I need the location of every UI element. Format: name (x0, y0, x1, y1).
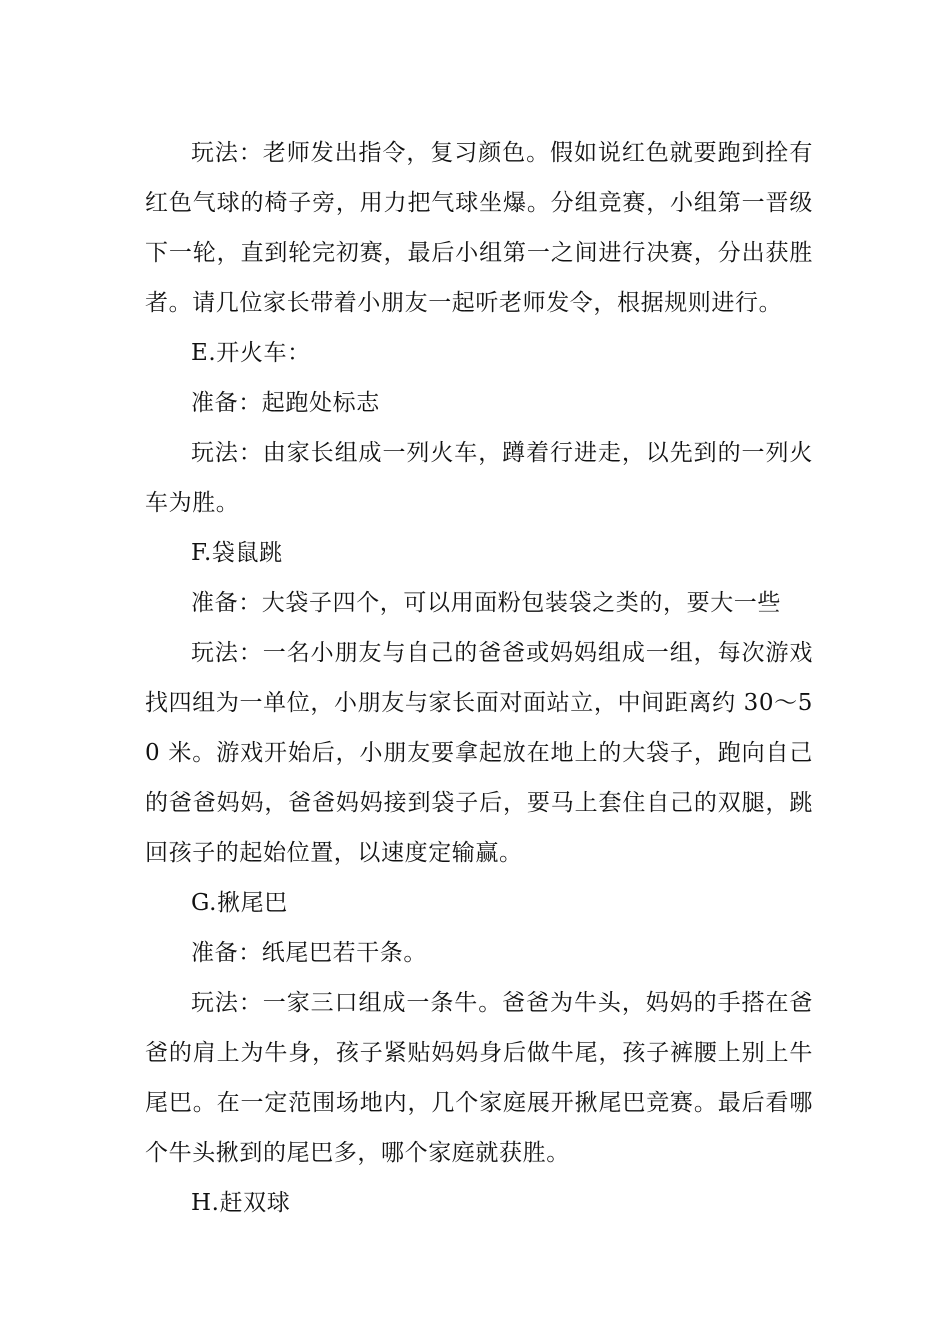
heading-train-game: E.开火车： (191, 340, 311, 366)
paragraph-kangaroo-prep: 准备：大袋子四个，可以用面粉包装袋之类的，要大一些 (191, 590, 781, 616)
heading-kangaroo-jump: F.袋鼠跳 (191, 540, 283, 566)
paragraph-train-rules: 玩法：由家长组成一列火车，蹲着行进走，以先到的一列火车为胜。 (145, 440, 813, 516)
heading-double-ball: H.赶双球 (191, 1190, 291, 1216)
paragraph-tail-rules: 玩法：一家三口组成一条牛。爸爸为牛头，妈妈的手搭在爸爸的肩上为牛身，孩子紧贴妈妈身后做牛尾，孩子裤腰上别上牛尾巴。在一定范围场地内，几个家庭展开揪尾巴竞赛。最后看哪个牛头揪到的尾巴多，哪个家庭就获胜。 (145, 990, 813, 1166)
paragraph-train-prep: 准备：起跑处标志 (191, 390, 380, 416)
document-body (145, 128, 813, 1228)
heading-tail-grab: G.揪尾巴 (191, 890, 288, 916)
paragraph-kangaroo-rules: 玩法：一名小朋友与自己的爸爸或妈妈组成一组，每次游戏找四组为一单位，小朋友与家长面对面站立，中间距离约 30～50 米。游戏开始后，小朋友要拿起放在地上的大袋子，跑向自己的爸爸妈妈，爸爸妈妈接到袋子后，要马上套住自己的双腿，跳回孩子的起始位置，以速度定输赢。 (145, 640, 813, 866)
paragraph-tail-prep: 准备：纸尾巴若干条。 (191, 940, 427, 966)
paragraph-rules-color-game: 玩法：老师发出指令，复习颜色。假如说红色就要跑到拴有红色气球的椅子旁，用力把气球坐爆。分组竞赛，小组第一晋级下一轮，直到轮完初赛，最后小组第一之间进行决赛，分出获胜者。请几位家长带着小朋友一起听老师发令，根据规则进行。 (145, 140, 813, 316)
